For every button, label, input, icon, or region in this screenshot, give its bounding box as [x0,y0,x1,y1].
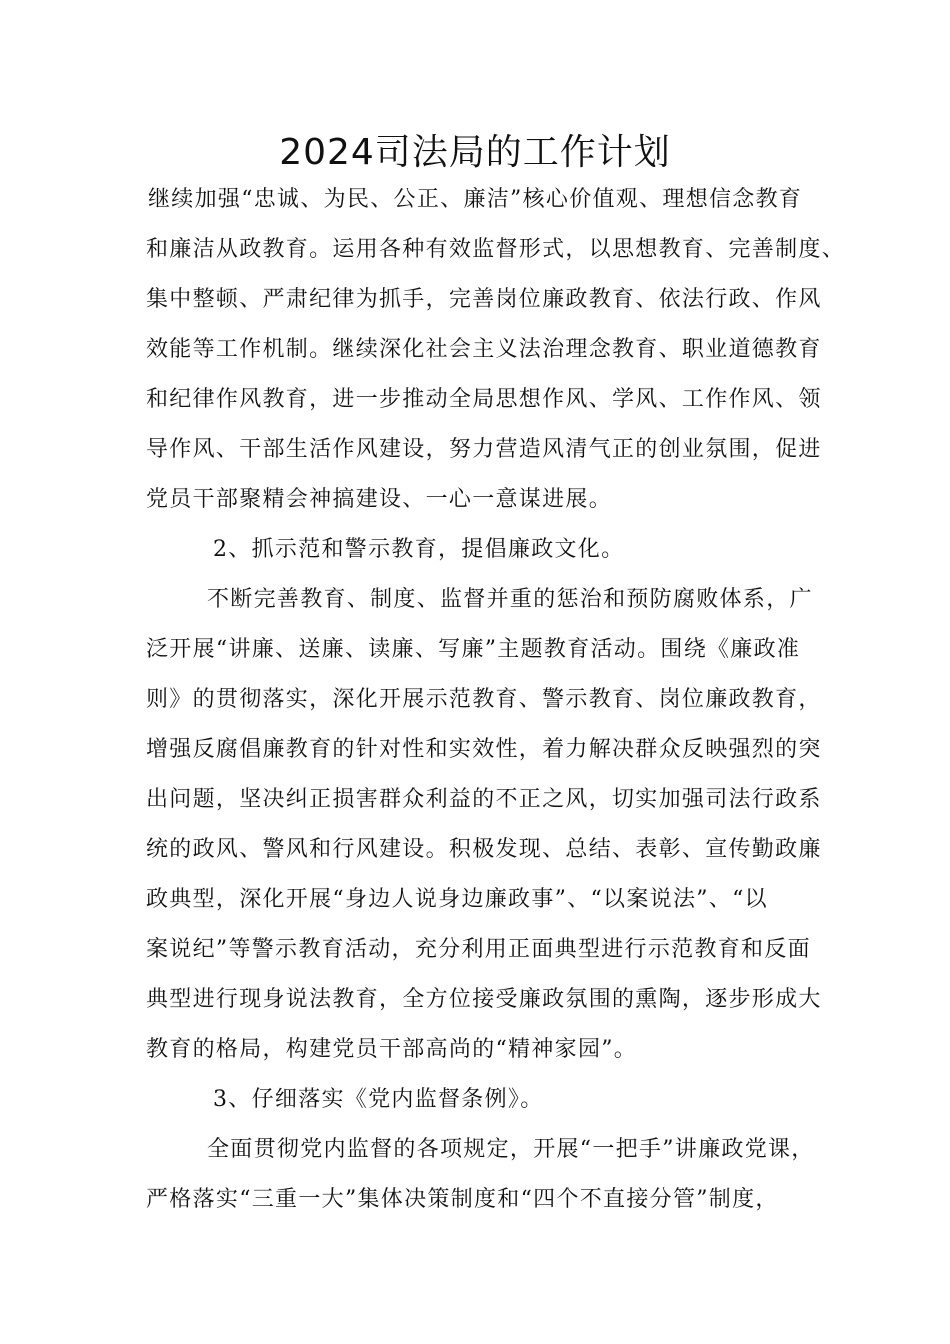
text-line-16: 案说纪”等警示教育活动，充分利用正面典型进行示范教育和反面 [146,937,811,962]
text-line-10: 泛开展“讲廉、送廉、读廉、写廉”主题教育活动。围绕《廉政准 [146,637,801,662]
text-line-4: 效能等工作机制。继续深化社会主义法治理念教育、职业道德教育 [146,337,822,362]
text-line-5: 和纪律作风教育，进一步推动全局思想作风、学风、工作作风、领 [146,387,822,412]
text-line-3: 集中整顿、严肃纪律为抓手，完善岗位廉政教育、依法行政、作风 [146,287,822,312]
text-line-12: 增强反腐倡廉教育的针对性和实效性，着力解决群众反映强烈的突 [146,737,822,762]
text-line-11: 则》的贯彻落实，深化开展示范教育、警示教育、岗位廉政教育， [146,687,822,712]
section-heading-2: 2、抓示范和警示教育，提倡廉政文化。 [213,537,625,562]
text-line-2: 和廉洁从政教育。运用各种有效监督形式，以思想教育、完善制度、 [146,237,846,262]
text-line-21: 严格落实“三重一大”集体决策制度和“四个不直接分管”制度， [146,1187,779,1212]
text-line-7: 党员干部聚精会神搞建设、一心一意谋进展。 [146,487,613,512]
text-line-20: 全面贯彻党内监督的各项规定，开展“一把手”讲廉政党课， [207,1137,815,1162]
text-line-15: 政典型，深化开展“身边人说身边廉政事”、“以案说法”、“以 [146,887,768,912]
text-line-6: 导作风、干部生活作风建设，努力营造风清气正的创业氛围，促进 [146,437,822,462]
text-line-18: 教育的格局，构建党员干部高尚的“精神家园”。 [146,1037,638,1062]
text-line-1: 继续加强“忠诚、为民、公正、廉洁”核心价值观、理想信念教育 [148,187,803,212]
text-line-17: 典型进行现身说法教育，全方位接受廉政氛围的熏陶，逐步形成大 [146,987,822,1012]
section-heading-3: 3、仔细落实《党内监督条例》。 [213,1087,544,1112]
text-line-9: 不断完善教育、制度、监督并重的惩治和预防腐败体系，广 [207,587,813,612]
document-title: 2024司法局的工作计划 [279,132,671,173]
text-line-14: 统的政风、警风和行风建设。积极发现、总结、表彰、宣传勤政廉 [146,837,822,862]
text-line-13: 出问题，坚决纠正损害群众利益的不正之风，切实加强司法行政系 [146,787,822,812]
